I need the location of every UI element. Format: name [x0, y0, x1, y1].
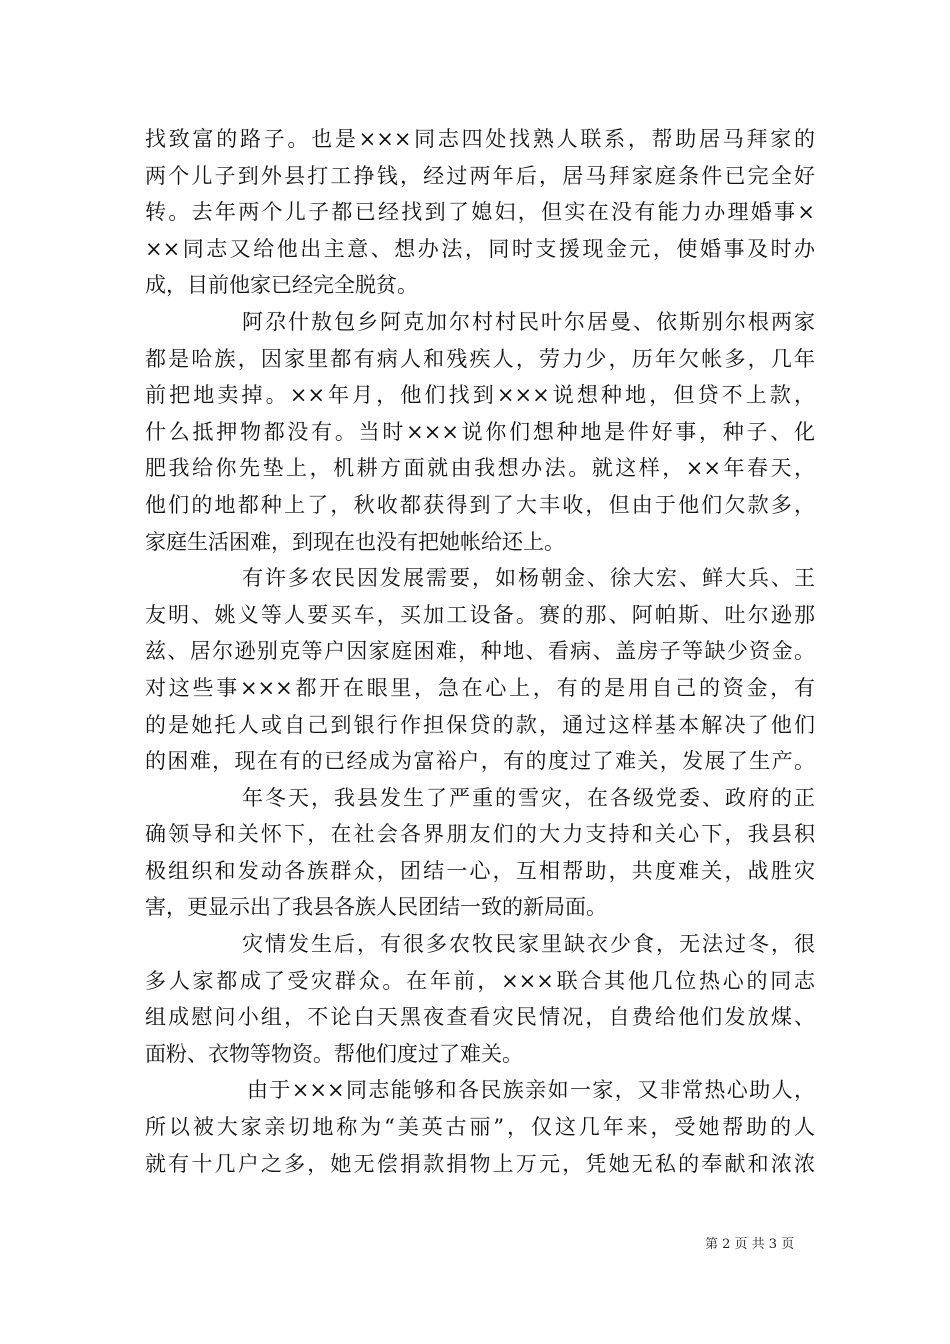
text-line: 就有十几户之多，她无偿捐款捐物上万元，凭她无私的奉献和浓浓 [145, 1151, 815, 1176]
text-line: 的困难，现在有的已经成为富裕户，有的度过了难关，发展了生产。 [145, 749, 815, 774]
document-body [145, 121, 815, 1182]
paragraph-first-line: 阿尕什敖包乡阿克加尔村村民叶尔居曼、依斯别尔根两家 [242, 309, 815, 334]
text-line: 他们的地都种上了，秋收都获得到了大丰收，但由于他们欠款多， [145, 492, 815, 517]
text-line: 家庭生活困难，到现在也没有把她帐给还上。 [145, 529, 565, 554]
text-line: 成，目前他家已经完全脱贫。 [145, 273, 418, 298]
text-line: 对这些事×××都开在眼里，急在心上，有的是用自己的资金，有 [145, 675, 815, 700]
text-line: 肥我给你先垫上，机耕方面就由我想办法。就这样，××年春天， [145, 456, 815, 481]
text-line: 确领导和关怀下，在社会各界朋友们的大力支持和关心下，我县积 [145, 822, 815, 847]
text-line: 兹、居尔逊别克等户因家庭困难，种地、看病、盖房子等缺少资金。 [145, 639, 815, 664]
text-line: 友明、姚义等人要买车，买加工设备。赛的那、阿帕斯、吐尔逊那 [145, 602, 815, 627]
text-line: 前把地卖掉。××年月，他们找到×××说想种地，但贷不上款， [145, 383, 815, 408]
paragraph-first-line: 灾情发生后，有很多农牧民家里缺衣少食，无法过冬，很 [242, 932, 815, 957]
text-line: 两个儿子到外县打工挣钱，经过两年后，居马拜家庭条件已完全好 [145, 163, 815, 188]
paragraph-first-line: 有许多农民因发展需要，如杨朝金、徐大宏、鲜大兵、王 [242, 566, 815, 591]
text-line: 极组织和发动各族群众，团结一心，互相帮助，共度难关，战胜灾 [145, 858, 815, 883]
text-line: ××同志又给他出主意、想办法，同时支援现金元，使婚事及时办 [145, 236, 815, 261]
text-line: 面粉、衣物等物资。帮他们度过了难关。 [145, 1041, 523, 1066]
text-line: 多人家都成了受灾群众。在年前，×××联合其他几位热心的同志 [145, 968, 815, 993]
page-number-footer: 第 2 页 共 3 页 [705, 1237, 795, 1252]
text-line: 害，更显示出了我县各族人民团结一致的新局面。 [145, 895, 607, 920]
text-line: 什么抵押物都没有。当时×××说你们想种地是件好事，种子、化 [145, 419, 815, 444]
text-line: 的是她托人或自己到银行作担保贷的款，通过这样基本解决了他们 [145, 712, 815, 737]
text-line: 转。去年两个儿子都已经找到了媳妇，但实在没有能力办理婚事× [145, 200, 815, 225]
text-line: 组成慰问小组，不论白天黑夜查看灾民情况，自费给他们发放煤、 [145, 1005, 815, 1030]
paragraph-first-line: 由于×××同志能够和各民族亲如一家，又非常热心助人， [247, 1078, 815, 1103]
text-line: 都是哈族，因家里都有病人和残疾人，劳力少，历年欠帐多，几年 [145, 346, 815, 371]
paragraph-first-line: 年冬天，我县发生了严重的雪灾，在各级党委、政府的正 [242, 785, 815, 810]
text-line: 找致富的路子。也是×××同志四处找熟人联系，帮助居马拜家的 [145, 127, 815, 151]
text-line: 所以被大家亲切地称为“美英古丽”，仅这几年来，受她帮助的人 [145, 1115, 815, 1140]
